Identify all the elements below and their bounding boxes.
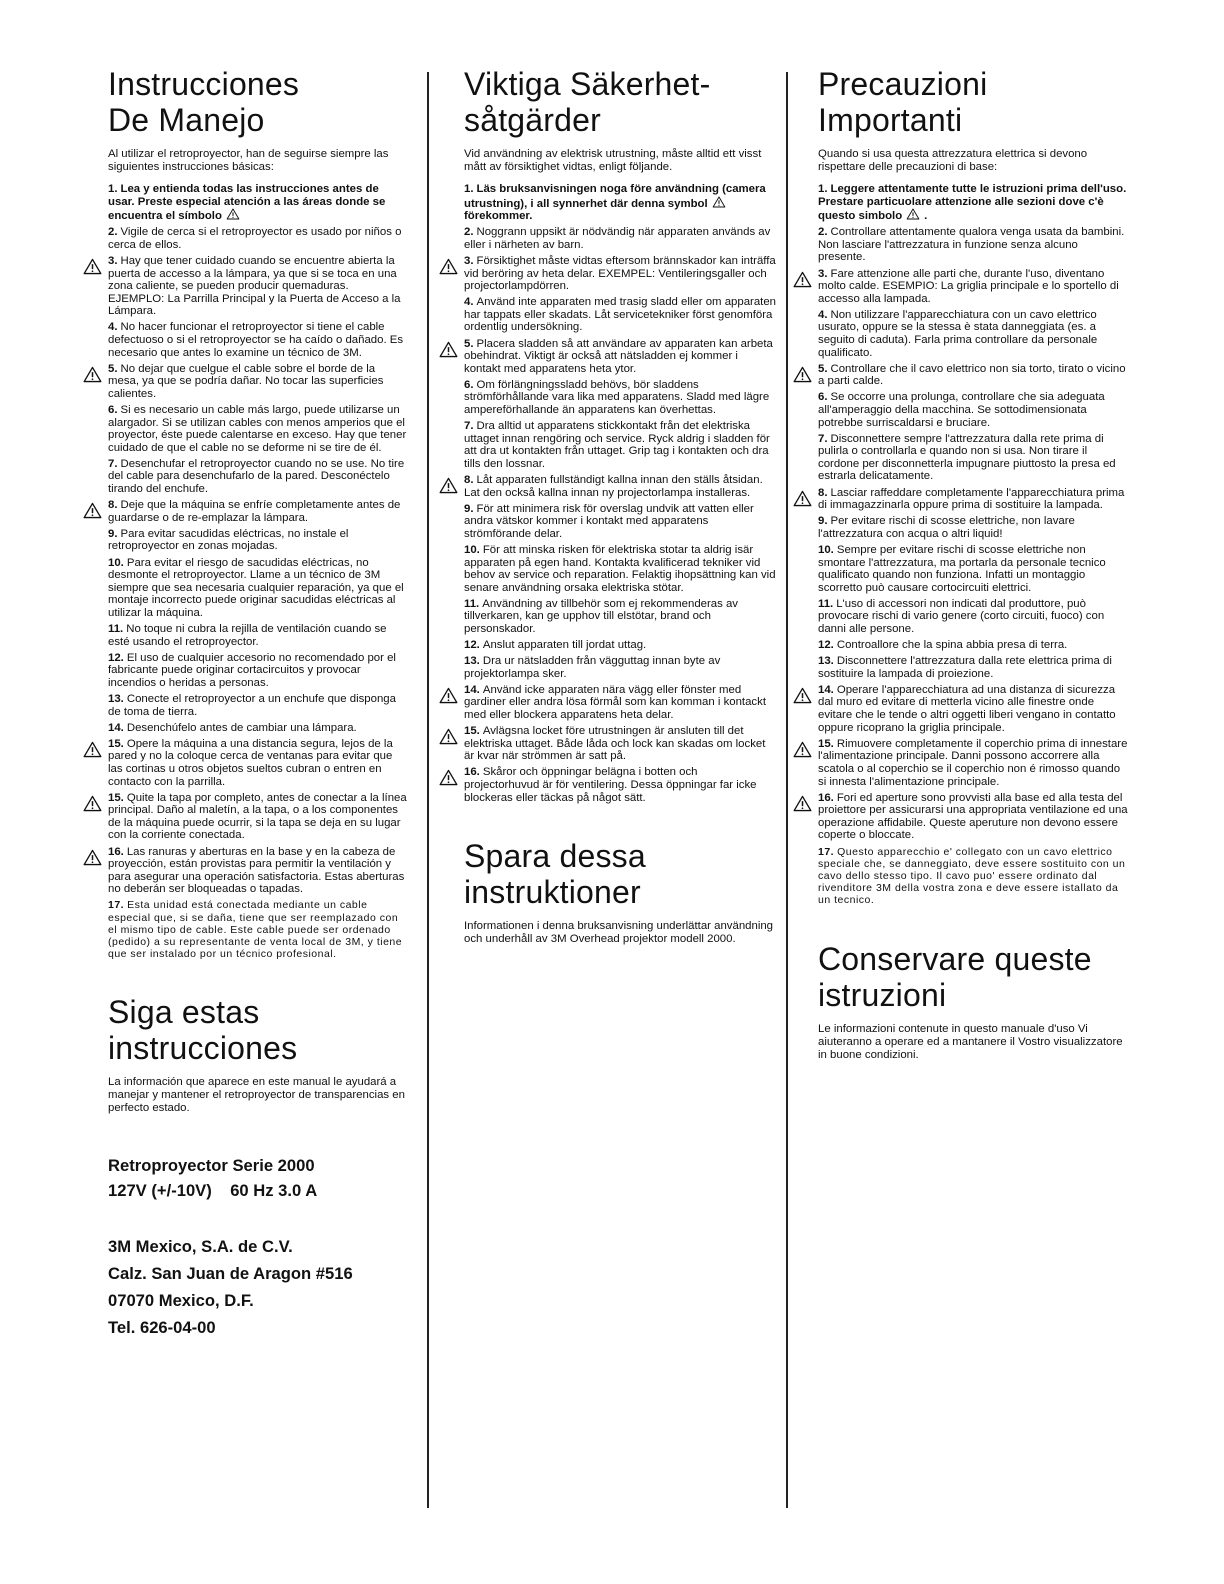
instruction-item <box>108 693 408 718</box>
warning-triangle-icon <box>793 490 812 507</box>
instruction-item <box>818 226 1128 264</box>
title-line: såtgärder <box>464 102 601 138</box>
instruction-item <box>464 255 776 293</box>
item-text: Si es necesario un cable más largo, puede utilizarse un alargador. Si se utilizan cables con menos amperios que el proyector, éste puede calentarse en exceso. Hay que tener cuidado de que el cable no se deforme ni se tire de él. <box>108 404 407 454</box>
instruction-item <box>818 598 1128 636</box>
item-text: Esta unidad está conectada mediante un cable especial que, si se daña, tiene que ser reemplazado con el mismo tipo de cable. Este cable puede ser ordenado (pedido) a su representante de venta local de 3M, y tiene que ser instalado por un técnico profesional. <box>108 899 403 961</box>
instruction-item <box>464 639 776 652</box>
item-number: 9. <box>818 515 828 528</box>
closing-title <box>464 838 776 910</box>
item-number: 4. <box>108 321 118 334</box>
item-number: 3. <box>108 254 118 267</box>
item-text: Desenchúfelo antes de cambiar una lámpara. <box>126 721 357 734</box>
item-text: No hacer funcionar el retroproyector si tiene el cable defectuoso o si el retroproyector se ha caído o dañado. Es necesario que antes lo examine un técnico de 3M. <box>108 321 404 359</box>
italian-column <box>818 66 1128 1062</box>
title-line: Instrucciones <box>108 66 300 102</box>
swedish-column <box>464 66 776 946</box>
item-number: 16. <box>108 845 124 858</box>
warning-triangle-icon <box>712 196 726 208</box>
item-number: 6. <box>464 378 474 391</box>
item-text: Dra ur nätsladden från vägguttag innan byte av projektorlampa sker. <box>464 655 721 680</box>
item-text: Disconnettere l'attrezzatura dalla rete elettrica prima di sostituire la lampada di proiezione. <box>818 655 1112 680</box>
item-text: Questo apparecchio e' collegato con un cavo elettrico speciale che, se danneggiato, deve essere sostituito con un cavo dello stesso tipo. Il cavo puo' essere ordinato dal rivenditore 3M della vostra zona e deve essere istallato da un tecnico. <box>818 845 1126 907</box>
title-line: Conservare queste <box>818 940 1092 977</box>
item-number: 5. <box>464 337 474 350</box>
warning-triangle-icon <box>439 477 458 494</box>
item-text: Använd inte apparaten med trasig sladd eller om apparaten har tappats eller skadats. Låt servicetekniker först genomföra ordentlig undersökning. <box>464 296 777 334</box>
item-number: 14. <box>108 721 124 734</box>
item-number: 6. <box>818 391 828 404</box>
closing-text: La información que aparece en este manual le ayudará a manejar y mantener el retroproyector de transparencias en perfecto estado. <box>108 1076 405 1115</box>
item-number: 1. <box>464 183 474 195</box>
item-number: 11. <box>108 623 124 635</box>
item-number: 16. <box>818 791 834 804</box>
instruction-list <box>818 183 1128 907</box>
address-line: Tel. 626-04-00 <box>108 1318 216 1338</box>
item-number: 8. <box>818 486 828 499</box>
instruction-item <box>464 226 776 251</box>
column-divider <box>786 72 788 1508</box>
instruction-item <box>818 363 1128 388</box>
instruction-item <box>108 363 408 401</box>
warning-triangle-icon <box>83 366 102 383</box>
item-number: 3. <box>818 267 828 280</box>
instruction-item <box>818 515 1128 540</box>
item-text: Controllare attentamente qualora venga usata da bambini. Non lasciare l'attrezzatura in funzione senza alcuno presente. <box>818 226 1125 264</box>
item-text: Dra alltid ut apparatens stickkontakt från det elektriska uttaget innan rengöring och service. Ryck aldrig i sladden för att dra ut kontakten från uttaget. Grip tag i kontakten och dra tills den lossnar. <box>464 420 770 470</box>
item-text: No toque ni cubra la rejilla de ventilación cuando se esté usando el retroproyector. <box>108 623 387 648</box>
item-text: Controllare che il cavo elettrico non sia torto, tirato o vicino a parti calde. <box>818 362 1126 388</box>
item-text: Disconnettere sempre l'attrezzatura dalla rete prima di pulirla o controllarla e quando non si usa. Non tirare il cordone per disconnetterla impugnare piuttosto la presa ed estrarla delicatamente. <box>818 432 1116 483</box>
section-title <box>108 66 408 138</box>
item-number: 14. <box>464 683 480 696</box>
item-number: 7. <box>464 420 474 433</box>
closing-title <box>108 994 408 1066</box>
item-number: 12. <box>464 639 480 652</box>
item-text: Skåror och öppningar belägna i botten och projectorhuvud är för ventilering. Dessa öppningar far icke blockeras eller täckas på något sätt. <box>464 766 757 804</box>
item-text: Använd icke apparaten nära vägg eller fönster med gardiner eller andra lösa förmål som kan komman i kontackt med eller blockera apparatens heta delar. <box>464 683 766 722</box>
item-text: Anslut apparaten till jordat uttag. <box>482 639 647 652</box>
instruction-list <box>108 183 408 960</box>
intro-text: Al utilizar el retroproyector, han de seguirse siempre las siguientes instrucciones básicas: <box>108 148 389 173</box>
instruction-item <box>108 499 408 524</box>
item-text: Vigile de cerca si el retroproyector es usado por niños o cerca de ellos. <box>108 226 402 251</box>
item-text: Läs bruksanvisningen noga före användning (camera utrustning), i all synnerhet där denna symbol <box>464 183 766 210</box>
item-number: 15. <box>108 737 124 750</box>
item-text: Hay que tener cuidado cuando se encuentre abierta la puerta de accesso a la lámpara, ya que si se toca en una zona caliente, se pueden producir quemaduras. EJEMPLO: La Parrilla Principal y la Puerta de Acceso a la Lámpara. <box>108 254 401 318</box>
instruction-item <box>464 474 776 499</box>
item-text: Non utilizzare l'apparecchiatura con un cavo elettrico usurato, oppure se la stessa è stata danneggiata (es. a seguito di caduta). Farla prima controllare da personale qualificato. <box>818 308 1098 359</box>
item-number: 10. <box>464 543 480 556</box>
item-text: Avlägsna locket före utrustningen är ansluten till det elektriska uttaget. Både låda och lock kan skadas om locket är kvar när strömmen är satt på. <box>464 725 766 763</box>
instruction-item <box>818 846 1128 907</box>
intro-text: Quando si usa questa attrezzatura elettrica si devono rispettare delle precauzioni di base: <box>818 148 1088 173</box>
item-text: Fori ed aperture sono provvisti alla base ed alla testa del proiettore per assicurarsi una appropriata ventilazione ed una operazione affidabile. Queste aperuture non devono essere coperte o bloccate. <box>818 791 1128 842</box>
item-number: 4. <box>464 296 474 309</box>
item-text: Fare attenzione alle parti che, durante l'uso, diventano molto calde. ESEMPIO: La griglia principale e lo sportello di accesso alla lampada. <box>818 267 1119 305</box>
address-line: 3M Mexico, S.A. de C.V. <box>108 1237 293 1257</box>
item-text: No dejar que cuelgue el cable sobre el borde de la mesa, ya que se podría dañar. No tocar las superficies calientes. <box>108 362 384 400</box>
item-number: 2. <box>464 226 474 239</box>
address-line: 07070 Mexico, D.F. <box>108 1291 254 1311</box>
item-number: 15. <box>464 725 480 738</box>
spec-line: 127V (+/-10V) 60 Hz 3.0 A <box>108 1181 318 1201</box>
item-text: Para evitar el riesgo de sacudidas eléctricas, no desmonte el retroproyector. Llame a un técnico de 3M siempre que sea necesaria cualquier reparación, ya que el montaje incorrecto puede originar sacudidas eléctricas al utilizar la máquina. <box>108 556 404 619</box>
item-number: 17. <box>108 899 125 912</box>
item-text: Låt apparaten fullständigt kallna innan den ställs åtsidan. Lat den också kallna innan ny projectorlampa installeras. <box>464 473 763 499</box>
column-divider <box>427 72 429 1508</box>
item-text: Quite la tapa por completo, antes de conectar a la línea principal. Daño al maletín, a la tapa, o a los componentes de la máquina puede ocurrir, si la tapa se deja en su lugar con la corriente conectada. <box>108 791 407 842</box>
instruction-item <box>108 652 408 690</box>
item-number: 11. <box>818 597 834 610</box>
warning-triangle-icon <box>83 849 102 866</box>
item-number: 2. <box>818 226 828 239</box>
instruction-item <box>818 655 1128 680</box>
item-number: 11. <box>464 597 480 610</box>
item-text: Leggere attentamente tutte le istruzioni prima dell'uso. Prestare particuolare attenzione alle sezioni dove c'è questo simbolo <box>818 183 1127 223</box>
item-text: Försiktighet måste vidtas eftersom brännskador kan inträffa vid beröring av heta delar. EXEMPEL: Ventileringsgaller och projectorlampdörren. <box>464 254 776 293</box>
spanish-column <box>108 66 408 1341</box>
item-text: Rimuovere completamente il coperchio prima di innestare l'alimentazione principale. Danni possono accorrere alla scatola o al coperchio se il coperchio non é rimosso quando si innesta l'alimentazione principale. <box>818 737 1128 788</box>
item-number: 3. <box>464 254 474 267</box>
item-text: Om förlängningssladd behövs, bör sladdens strömförhållande vara lika med apparatens. Sladd med lägre ampereförhallande än apparatens kan överhettas. <box>464 378 770 416</box>
item-number: 12. <box>108 651 124 664</box>
instruction-item <box>464 183 776 223</box>
title-line: Precauzioni <box>818 66 988 102</box>
warning-triangle-icon <box>439 728 458 745</box>
warning-triangle-icon <box>83 502 102 519</box>
instruction-item <box>108 846 408 896</box>
title-line: De Manejo <box>108 102 265 138</box>
instruction-item <box>464 296 776 334</box>
item-number: 1. <box>108 183 118 195</box>
item-number: 7. <box>108 457 118 470</box>
item-text: L'uso di accessori non indicati dal produttore, può provocare rischi di vario genere (corto circuiti, fuoco) con danni alle persone. <box>818 597 1105 635</box>
item-text-suffix: förekommer. <box>464 210 533 223</box>
item-text: Conecte el retroproyector a un enchufe que disponga de toma de tierra. <box>108 692 396 718</box>
instruction-item <box>108 458 408 496</box>
item-text-suffix: . <box>924 210 928 223</box>
item-text: Per evitare rischi di scosse elettriche, non lavare l'attrezzatura con acqua o altri liquid! <box>818 515 1075 540</box>
item-number: 2. <box>108 226 118 239</box>
title-line: Spara dessa <box>464 838 646 875</box>
instruction-item <box>108 404 408 454</box>
warning-triangle-icon <box>439 341 458 358</box>
instruction-item <box>464 420 776 470</box>
instruction-item <box>464 379 776 417</box>
instruction-item <box>108 255 408 318</box>
spec-line: Retroproyector Serie 2000 <box>108 1156 315 1176</box>
item-text: Placera sladden så att användare av apparaten kan arbeta obehindrat. Viktigt är också att nätsladden ej kommer i kontakt med apparatens heta ytor. <box>464 337 773 375</box>
item-text: Noggrann uppsikt är nödvändig när apparaten används av eller i närheten av barn. <box>464 226 771 251</box>
instruction-item <box>464 766 776 804</box>
instruction-item <box>464 503 776 541</box>
warning-triangle-icon <box>83 258 102 275</box>
item-text: För att minska risken för elektriska stotar ta aldrig isär apparaten på egen hand. Kontakta kvalificerad tekniker vid behov av service och reparation. Felaktig ihopsättning kan vid senare användning orsaka elektriska stötar. <box>464 543 776 594</box>
title-line: Importanti <box>818 102 963 138</box>
item-number: 5. <box>108 362 118 375</box>
item-number: 6. <box>108 404 118 416</box>
company-address <box>108 1233 408 1341</box>
item-text: Operare l'apparecchiatura ad una distanza di sicurezza dal muro ed evitare di metterla vicino alle finestre onde evitare che le tende o altri oggetti liberi vengano in contatto oppure ricoprano la griglia principale. <box>818 683 1116 734</box>
item-text: Opere la máquina a una distancia segura, lejos de la pared y no la coloque cerca de ventanas para evitar que las cortinas u otros objetos sueltos cubran o entren en contacto con la parrilla. <box>108 737 393 788</box>
item-number: 9. <box>108 527 118 540</box>
warning-triangle-icon <box>793 271 812 288</box>
item-text: Las ranuras y aberturas en la base y en la cabeza de proyección, están provistas para permitir la ventilación y para asegurar una operación satisfactoria. Estas aberturas no deberán ser bloqueadas o tapadas. <box>108 845 405 896</box>
instruction-item <box>818 433 1128 483</box>
warning-triangle-icon <box>439 258 458 275</box>
item-text: Para evitar sacudidas eléctricas, no instale el retroproyector en zonas mojadas. <box>108 527 349 553</box>
instruction-item <box>818 309 1128 359</box>
instruction-item <box>108 183 408 223</box>
instruction-item <box>818 183 1128 223</box>
item-number: 5. <box>818 362 828 375</box>
instruction-item <box>818 684 1128 734</box>
item-number: 13. <box>464 655 480 668</box>
intro-text: Vid användning av elektrisk utrustning, måste alltid ett visst mått av försiktighet vidtas, enligt följande. <box>464 148 762 173</box>
instruction-item <box>464 725 776 763</box>
item-number: 1. <box>818 183 828 195</box>
instruction-item <box>818 544 1128 594</box>
item-text: Användning av tillbehör som ej rekommenderas av tillverkaren, kan ge upphov till elstötar, brand och personskador. <box>464 597 739 635</box>
item-text: Lea y entienda todas las instrucciones antes de usar. Preste especial atención a las áreas donde se encuentra el símbolo <box>108 183 386 223</box>
item-text: Controallore che la spina abbia presa di terra. <box>836 639 1068 652</box>
title-line: istruzioni <box>818 976 947 1013</box>
warning-triangle-icon <box>906 208 920 220</box>
item-number: 8. <box>464 473 474 486</box>
item-number: 9. <box>464 502 474 515</box>
warning-triangle-icon <box>439 769 458 786</box>
instruction-item <box>108 738 408 788</box>
item-number: 17. <box>818 845 835 858</box>
instruction-item <box>108 899 408 960</box>
item-number: 15. <box>108 791 124 804</box>
warning-triangle-icon <box>439 687 458 704</box>
item-text: El uso de cualquier accesorio no recomendado por el fabricante puede originar cortacircuitos y provocar incendios o heridas a personas. <box>108 651 396 689</box>
title-line: Siga estas <box>108 994 260 1031</box>
section-title <box>464 66 776 138</box>
instruction-item <box>818 792 1128 842</box>
item-number: 7. <box>818 432 828 445</box>
instruction-item <box>464 338 776 376</box>
item-text: Se occorre una prolunga, controllare che sia adeguata all'amperaggio della macchina. Se sottodimensionata potrebbe surriscaldarsi e bruciare. <box>818 391 1105 429</box>
item-number: 16. <box>464 766 480 779</box>
instruction-item <box>818 268 1128 306</box>
warning-triangle-icon <box>83 795 102 812</box>
instruction-item <box>108 226 408 251</box>
product-spec <box>108 1153 408 1203</box>
instruction-item <box>108 557 408 620</box>
item-number: 10. <box>108 556 124 569</box>
warning-triangle-icon <box>793 687 812 704</box>
warning-triangle-icon <box>83 741 102 758</box>
instruction-item <box>108 623 408 648</box>
instruction-list <box>464 183 776 804</box>
item-number: 8. <box>108 499 118 512</box>
instruction-item <box>108 722 408 735</box>
instruction-item <box>818 391 1128 429</box>
item-text: För att minimera risk för overslag undvik att vatten eller andra vätskor kommer i kontakt med apparatens strömförande delar. <box>464 502 754 540</box>
item-number: 14. <box>818 683 834 696</box>
warning-triangle-icon <box>793 795 812 812</box>
instruction-item <box>818 487 1128 512</box>
instruction-item <box>464 684 776 722</box>
item-text: Sempre per evitare rischi di scosse elettriche non smontare l'attrezzatura, ma portarla da personale tecnico qualificato quando non funziona. Infatti un montaggio scorretto può causare cortocircuiti elettrici. <box>818 543 1106 594</box>
item-text: Lasciar raffeddare completamente l'apparecchiatura prima di immagazzinarla oppure prima di sostituire la lampada. <box>818 486 1125 512</box>
address-line: Calz. San Juan de Aragon #516 <box>108 1264 353 1284</box>
item-number: 4. <box>818 308 828 321</box>
instruction-item <box>464 655 776 680</box>
instruction-item <box>464 598 776 636</box>
item-number: 15. <box>818 737 834 750</box>
item-number: 12. <box>818 639 834 652</box>
instruction-item <box>818 738 1128 788</box>
section-title <box>818 66 1128 138</box>
item-text: Desenchufar el retroproyector cuando no se use. No tire del cable para desenchufarlo de la pared. Desconéctelo tirando del enchufe. <box>108 457 405 496</box>
instruction-item <box>818 639 1128 652</box>
item-number: 13. <box>818 655 834 668</box>
warning-triangle-icon <box>226 208 240 220</box>
item-text: Deje que la máquina se enfríe completamente antes de guardarse o de re-emplazar la lámpara. <box>108 499 401 524</box>
item-number: 13. <box>108 692 124 705</box>
title-line: instruktioner <box>464 874 641 911</box>
instruction-item <box>108 792 408 842</box>
title-line: instrucciones <box>108 1030 298 1067</box>
closing-text: Informationen i denna bruksanvisning underlättar användning och underhåll av 3M Overhead projektor modell 2000. <box>464 920 774 946</box>
warning-triangle-icon <box>793 741 812 758</box>
instruction-item <box>108 321 408 359</box>
closing-text: Le informazioni contenute in questo manuale d'uso Vi aiuteranno a operare ed a mantanere il Vostro visualizzatore in buone condizioni. <box>818 1022 1123 1061</box>
item-number: 10. <box>818 543 834 556</box>
instruction-item <box>464 544 776 594</box>
instruction-item <box>108 528 408 553</box>
warning-triangle-icon <box>793 366 812 383</box>
title-line: Viktiga Säkerhet- <box>464 66 711 102</box>
closing-title <box>818 941 1128 1013</box>
